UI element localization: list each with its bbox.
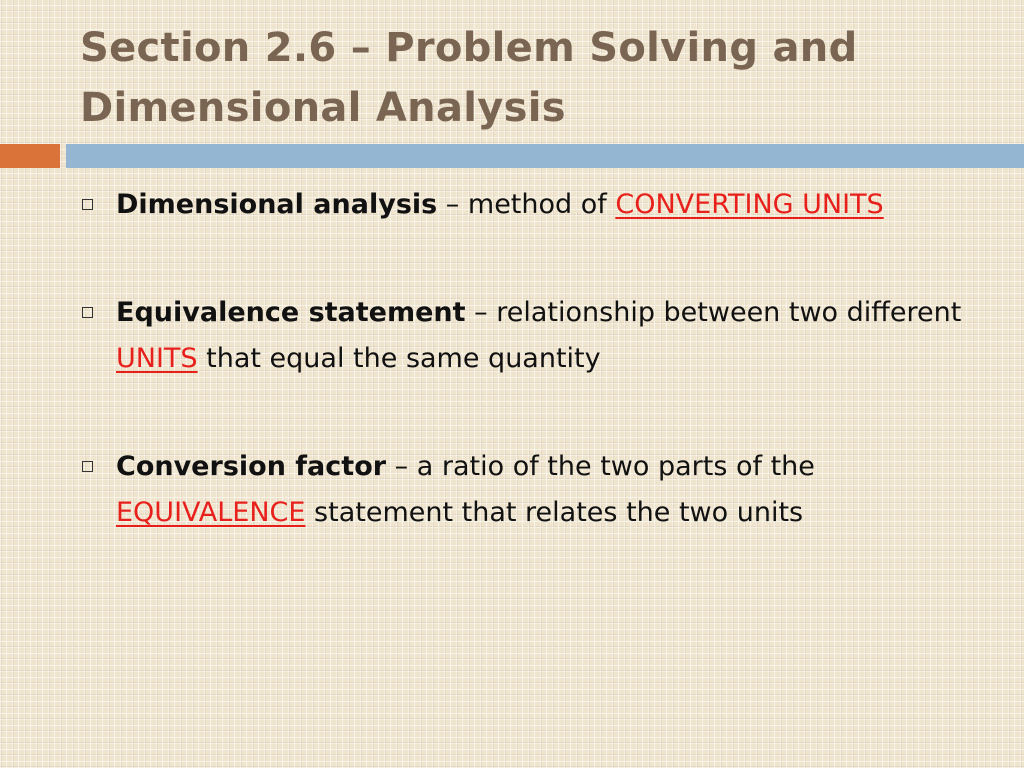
- square-bullet-icon: [82, 461, 93, 472]
- bullet-dash: –: [386, 451, 417, 482]
- bullet-text-after: statement that relates the two units: [305, 497, 804, 528]
- bullet-keyword: EQUIVALENCE: [116, 497, 306, 528]
- bullet-text: a ratio of the two parts of the: [416, 451, 815, 482]
- bullet-term: Dimensional analysis: [116, 189, 438, 220]
- title-rule-bar: [66, 144, 1024, 168]
- bullet-keyword: UNITS: [116, 343, 198, 374]
- bullet-list: [80, 182, 970, 598]
- bullet-conversion-factor: [80, 444, 970, 536]
- bullet-dash: –: [465, 297, 497, 328]
- bullet-text-after: that equal the same quantity: [197, 343, 601, 374]
- bullet-term: Conversion factor: [116, 451, 387, 482]
- title-rule-accent: [0, 144, 60, 168]
- slide-title: Section 2.6 – Problem Solving and Dimensional Analysis: [80, 25, 858, 131]
- bullet-keyword: CONVERTING UNITS: [615, 189, 884, 220]
- bullet-dimensional-analysis: [80, 182, 970, 228]
- square-bullet-icon: [82, 199, 93, 210]
- bullet-term: Equivalence statement: [116, 297, 466, 328]
- square-bullet-icon: [82, 307, 93, 318]
- bullet-text: relationship between two different: [496, 297, 962, 328]
- bullet-dash: –: [437, 189, 468, 220]
- bullet-equivalence-statement: [80, 290, 970, 382]
- bullet-text: method of: [467, 189, 616, 220]
